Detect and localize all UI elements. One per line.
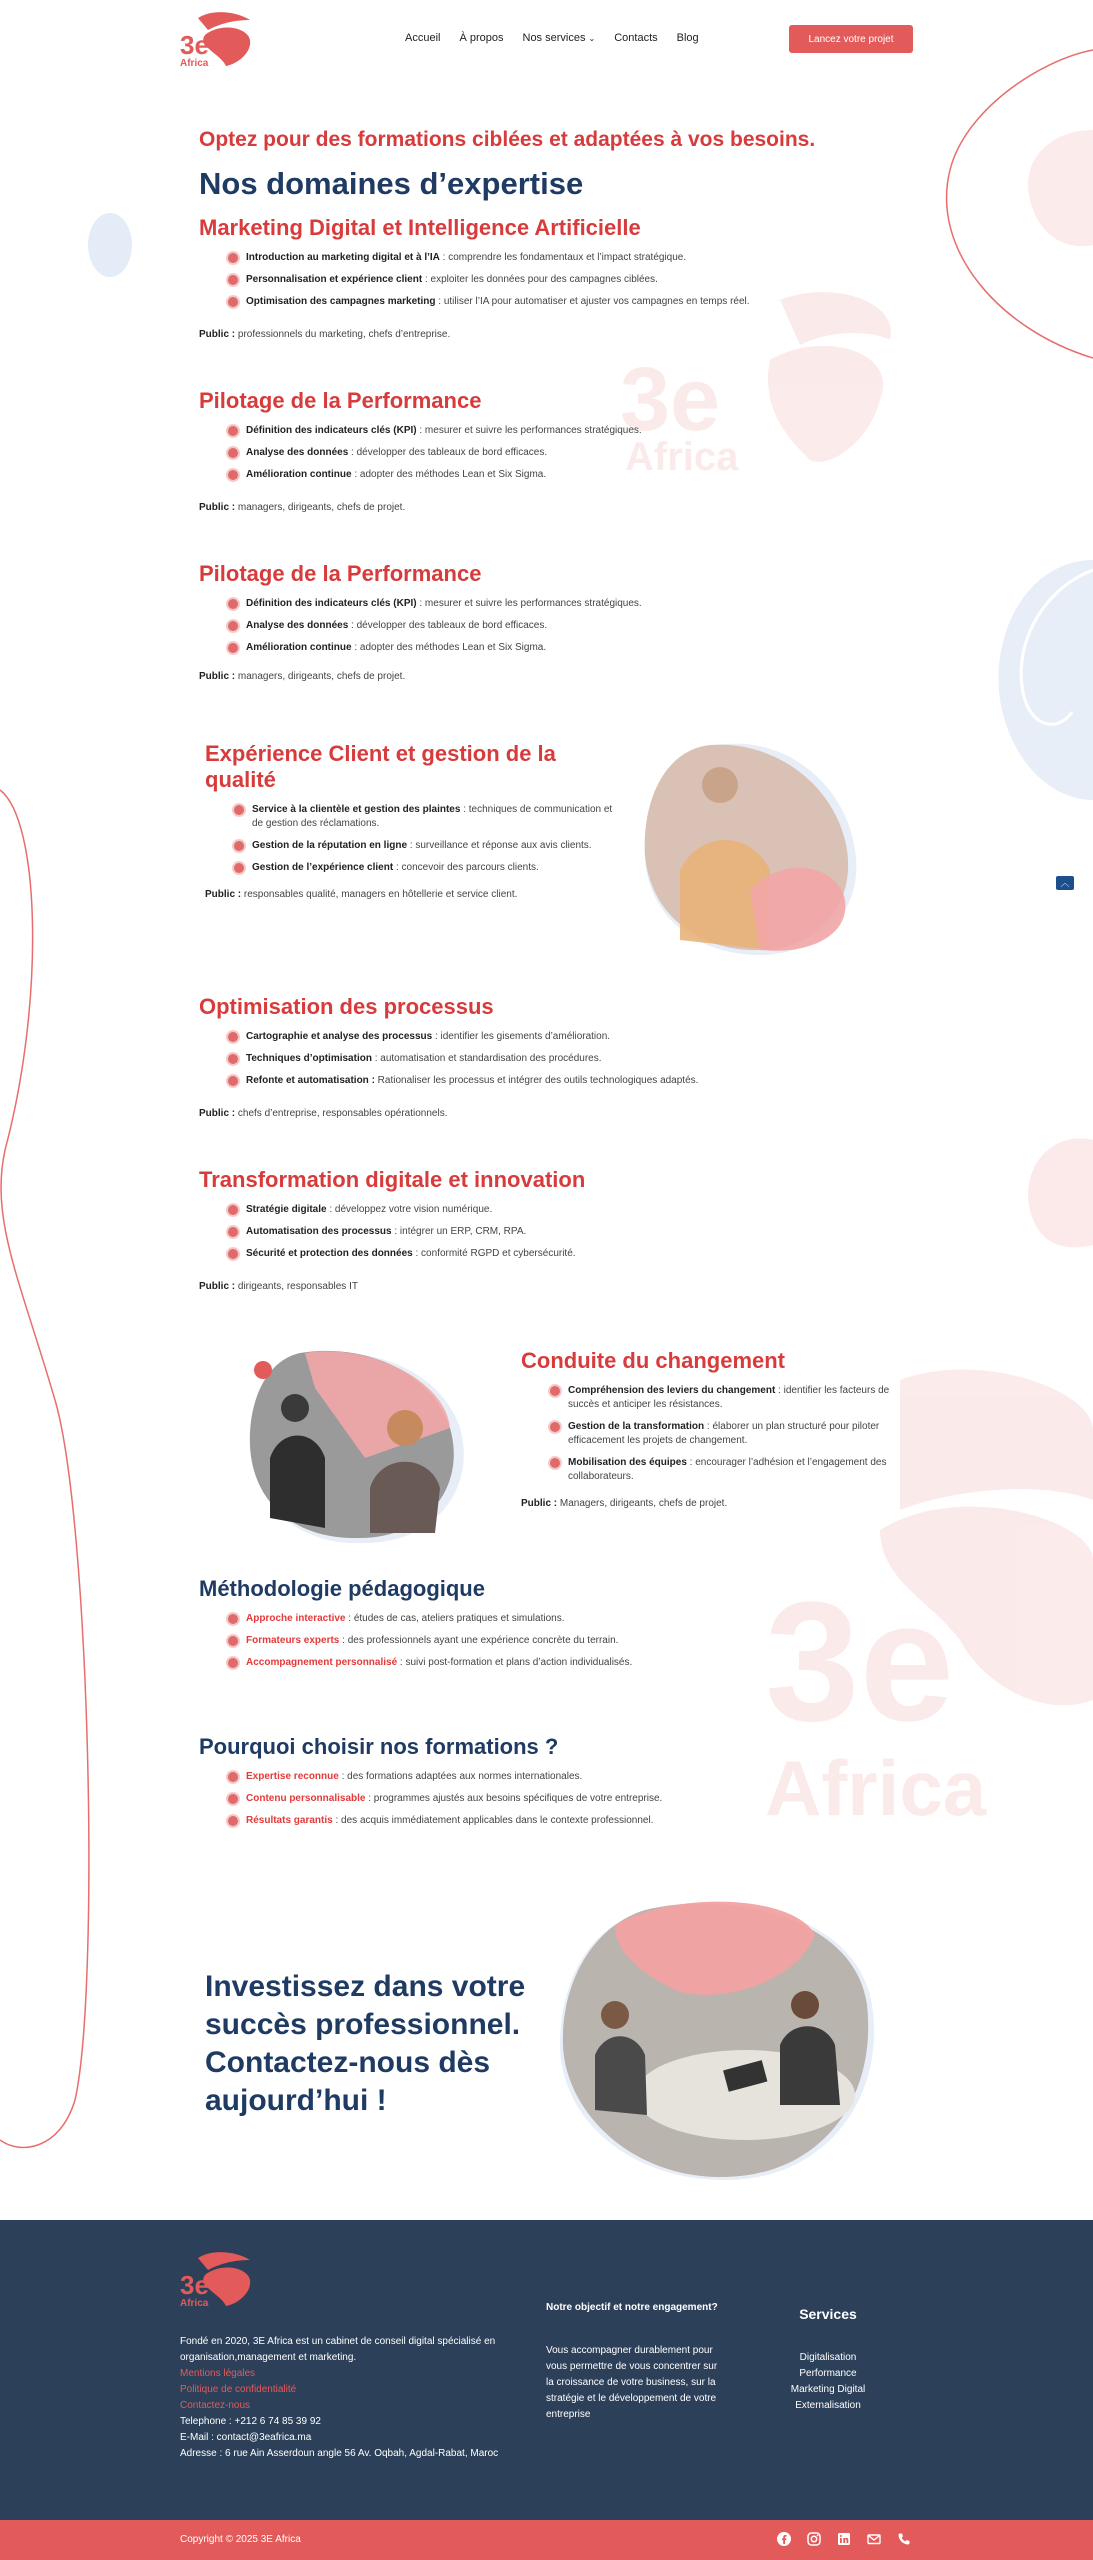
footer-service-marketing-digital[interactable]: Marketing Digital xyxy=(790,2384,866,2395)
section-title: Conduite du changement xyxy=(521,1348,785,1373)
bullet-term: Stratégie digitale xyxy=(246,1204,327,1215)
list-item xyxy=(228,1656,919,1670)
list-item xyxy=(550,1456,891,1484)
list-item xyxy=(228,446,919,460)
audience-value: dirigeants, responsables IT xyxy=(235,1281,358,1292)
bullet-desc: : développer des tableaux de bord efficaces. xyxy=(348,447,548,458)
instagram-icon[interactable] xyxy=(806,2531,822,2547)
bullet-list xyxy=(228,424,919,482)
footer-service-digitalisation[interactable]: Digitalisation xyxy=(799,2352,857,2363)
section-experience-client xyxy=(205,741,625,900)
email-icon[interactable] xyxy=(866,2531,882,2547)
section-pilotage-performance-2 xyxy=(199,561,919,682)
bullet-term: Gestion de la réputation en ligne xyxy=(252,840,408,851)
bullet-term: Service à la clientèle et gestion des plaintes xyxy=(252,804,461,815)
list-item xyxy=(550,1384,891,1412)
bullet-term: Contenu personnalisable xyxy=(246,1793,366,1804)
bullet-list xyxy=(228,1203,919,1261)
audience-text xyxy=(199,1281,919,1292)
bullet-desc: : concevoir des parcours clients. xyxy=(393,862,539,873)
bullet-list xyxy=(228,251,919,309)
bullet-desc: : mesurer et suivre les performances stratégiques. xyxy=(416,425,642,436)
bullet-term: Gestion de la transformation xyxy=(568,1421,705,1432)
svg-text:3e: 3e xyxy=(620,350,721,450)
footer-phone: Telephone : +212 6 74 85 39 92 xyxy=(180,2416,321,2427)
invest-cta-text: Investissez dans votre succès professionnel. Contactez-nous dès aujourd’hui ! xyxy=(205,1970,526,2117)
list-item xyxy=(234,839,625,853)
list-item xyxy=(228,1247,919,1261)
list-item xyxy=(228,1074,919,1088)
bullet-desc: : développer des tableaux de bord efficaces. xyxy=(348,620,548,631)
section-title: Transformation digitale et innovation xyxy=(199,1167,586,1192)
audience-label: Public : xyxy=(199,502,236,513)
bullet-list xyxy=(228,597,919,655)
audience-text xyxy=(205,889,625,900)
bullet-desc: : adopter des méthodes Lean et Six Sigma. xyxy=(351,642,547,653)
audience-value: managers, dirigeants, chefs de projet. xyxy=(235,502,406,513)
bullet-desc: : des acquis immédiatement applicables dans le contexte professionnel. xyxy=(332,1815,654,1826)
bullet-term: Amélioration continue xyxy=(246,469,352,480)
footer-services-list xyxy=(770,2350,886,2414)
bullet-term: Refonte et automatisation : xyxy=(246,1075,375,1086)
photo-customer-service xyxy=(640,740,870,965)
logo-africa-text: Africa xyxy=(180,58,209,69)
bullet-term: Personnalisation et expérience client xyxy=(246,274,423,285)
footer-about-text: Fondé en 2020, 3E Africa est un cabinet de conseil digital spécialisé en organisation,management et marketing. xyxy=(180,2336,496,2363)
svg-text:Africa: Africa xyxy=(625,435,739,479)
bullet-desc: : conformité RGPD et cybersécurité. xyxy=(412,1248,576,1259)
nav-a-propos[interactable]: À propos xyxy=(459,32,504,44)
section-title: Pilotage de la Performance xyxy=(199,388,482,413)
photo-change-management xyxy=(245,1348,470,1548)
bullet-term: Techniques d’optimisation xyxy=(246,1053,372,1064)
list-item xyxy=(234,861,625,875)
footer-services-title: Services xyxy=(799,2306,857,2322)
list-item xyxy=(228,1814,919,1828)
audience-value: Managers, dirigeants, chefs de projet. xyxy=(557,1498,728,1509)
link-mentions-legales[interactable]: Mentions légales xyxy=(180,2368,256,2379)
list-item xyxy=(550,1420,891,1448)
bullet-desc: : des professionnels ayant une expérience concrète du terrain. xyxy=(339,1635,619,1646)
bullet-desc: : identifier les facteurs de succès et anticiper les résistances. xyxy=(568,1385,890,1410)
bullet-desc: : études de cas, ateliers pratiques et simulations. xyxy=(345,1613,565,1624)
bullet-term: Cartographie et analyse des processus xyxy=(246,1031,433,1042)
list-item xyxy=(228,1792,919,1806)
chevron-down-icon: ⌄ xyxy=(588,34,596,43)
bullet-desc: : identifier les gisements d’amélioration. xyxy=(432,1031,611,1042)
bullet-term: Définition des indicateurs clés (KPI) xyxy=(246,425,417,436)
bullet-desc: : utiliser l’IA pour automatiser et ajuster vos campagnes en temps réel. xyxy=(435,296,750,307)
audience-text xyxy=(521,1498,891,1509)
bullet-desc: : intégrer un ERP, CRM, RPA. xyxy=(391,1226,527,1237)
list-item xyxy=(228,273,919,287)
bullet-term: Sécurité et protection des données xyxy=(246,1248,413,1259)
bullet-desc: : encourager l’adhésion et l’engagement des collaborateurs. xyxy=(568,1457,887,1482)
audience-text xyxy=(199,1108,919,1119)
link-politique-confidentialite[interactable]: Politique de confidentialité xyxy=(180,2384,297,2395)
bullet-desc: : surveillance et réponse aux avis clients. xyxy=(407,840,592,851)
audience-value: professionnels du marketing, chefs d’entreprise. xyxy=(235,329,451,340)
audience-label: Public : xyxy=(205,889,242,900)
footer-service-performance[interactable]: Performance xyxy=(799,2368,857,2379)
back-to-top-button[interactable] xyxy=(1056,876,1074,890)
bullet-term: Définition des indicateurs clés (KPI) xyxy=(246,598,417,609)
footer-objective-title: Notre objectif et notre engagement? xyxy=(546,2302,718,2313)
bullet-desc: : élaborer un plan structuré pour piloter efficacement les projets de changement. xyxy=(568,1421,880,1446)
bullet-term: Automatisation des processus xyxy=(246,1226,392,1237)
list-item xyxy=(234,803,625,831)
bullet-term: Gestion de l’expérience client xyxy=(252,862,394,873)
section-pilotage-performance-1 xyxy=(199,388,919,513)
bullet-desc: : techniques de communication et de gestion des réclamations. xyxy=(252,804,613,829)
footer-email: E-Mail : contact@3eafrica.ma xyxy=(180,2432,312,2443)
section-optimisation-processus xyxy=(199,994,919,1119)
nav-nos-services-label: Nos services xyxy=(522,32,586,44)
footer-logo-3e-text: 3e xyxy=(180,2270,209,2300)
bullet-list xyxy=(228,1030,919,1088)
audience-label: Public : xyxy=(199,329,236,340)
section-title: Pourquoi choisir nos formations ? xyxy=(199,1734,559,1759)
bullet-term: Approche interactive xyxy=(246,1613,346,1624)
page-tagline: Optez pour des formations ciblées et adaptées à vos besoins. xyxy=(199,128,816,151)
audience-text xyxy=(199,671,919,682)
list-item xyxy=(228,641,919,655)
bullet-term: Compréhension des leviers du changement xyxy=(568,1385,776,1396)
linkedin-icon[interactable] xyxy=(836,2531,852,2547)
section-marketing-digital xyxy=(199,215,919,340)
bullet-desc: Rationaliser les processus et intégrer des outils technologiques adaptés. xyxy=(374,1075,699,1086)
bullet-term: Formateurs experts xyxy=(246,1635,340,1646)
launch-project-button[interactable]: Lancez votre projet xyxy=(789,25,913,53)
list-item xyxy=(228,1052,919,1066)
nav-contacts[interactable]: Contacts xyxy=(614,32,658,44)
social-links xyxy=(776,2531,912,2547)
bullet-desc: : exploiter les données pour des campagnes ciblées. xyxy=(422,274,658,285)
svg-text:Africa: Africa xyxy=(765,1744,987,1832)
link-contactez-nous[interactable]: Contactez-nous xyxy=(180,2400,251,2411)
audience-label: Public : xyxy=(199,671,236,682)
bullet-desc: : programmes ajustés aux besoins spécifiques de votre entreprise. xyxy=(365,1793,663,1804)
section-title: Pilotage de la Performance xyxy=(199,561,482,586)
list-item xyxy=(228,1612,919,1626)
bullet-list xyxy=(228,1612,919,1670)
footer-logo[interactable] xyxy=(178,2248,258,2310)
footer-logo-africa-text: Africa xyxy=(180,2298,209,2309)
section-title: Optimisation des processus xyxy=(199,994,494,1019)
bullet-list xyxy=(228,1770,919,1828)
bullet-desc: : développez votre vision numérique. xyxy=(326,1204,493,1215)
audience-value: responsables qualité, managers en hôtellerie et service client. xyxy=(241,889,518,900)
svg-text:3e: 3e xyxy=(765,1567,955,1757)
footer-about xyxy=(180,2334,510,2462)
bullet-term: Amélioration continue xyxy=(246,642,352,653)
bullet-list xyxy=(234,803,625,875)
logo-3e-text: 3e xyxy=(180,30,209,60)
audience-text xyxy=(199,329,919,340)
section-transformation-digitale xyxy=(199,1167,919,1292)
phone-icon[interactable] xyxy=(896,2531,912,2547)
audience-value: managers, dirigeants, chefs de projet. xyxy=(235,671,406,682)
audience-label: Public : xyxy=(199,1108,236,1119)
copyright-text: Copyright © 2025 3E Africa xyxy=(180,2534,301,2545)
list-item xyxy=(228,424,919,438)
list-item xyxy=(228,1770,919,1784)
nav-blog[interactable]: Blog xyxy=(676,32,699,44)
footer-objective-text: Vous accompagner durablement pour vous permettre de vous concentrer sur la croissance de votre business, sur la stratégie et le développement de votre entreprise xyxy=(546,2345,718,2420)
nav-accueil[interactable]: Accueil xyxy=(405,32,441,44)
list-item xyxy=(228,597,919,611)
page-title: Nos domaines d’expertise xyxy=(199,166,584,201)
list-item xyxy=(228,619,919,633)
list-item xyxy=(228,468,919,482)
facebook-icon[interactable] xyxy=(776,2531,792,2547)
bullet-term: Optimisation des campagnes marketing xyxy=(246,296,436,307)
bullet-term: Expertise reconnue xyxy=(246,1771,339,1782)
list-item xyxy=(228,1203,919,1217)
audience-text xyxy=(199,502,919,513)
list-item xyxy=(228,1030,919,1044)
bullet-desc: : des formations adaptées aux normes internationales. xyxy=(338,1771,583,1782)
footer-address: Adresse : 6 rue Ain Asserdoun angle 56 Av. Oqbah, Agdal-Rabat, Maroc xyxy=(180,2448,499,2459)
bullet-term: Analyse des données xyxy=(246,620,349,631)
bullet-term: Résultats garantis xyxy=(246,1815,333,1826)
list-item xyxy=(228,295,919,309)
bullet-desc: : automatisation et standardisation des procédures. xyxy=(371,1053,602,1064)
site-footer xyxy=(0,2220,1093,2520)
section-title: Marketing Digital et Intelligence Artificielle xyxy=(199,215,641,240)
audience-label: Public : xyxy=(521,1498,558,1509)
bullet-desc: : suivi post-formation et plans d’action individualisés. xyxy=(397,1657,633,1668)
bullet-term: Mobilisation des équipes xyxy=(568,1457,687,1468)
copyright-bar xyxy=(0,2520,1093,2560)
section-methodologie xyxy=(199,1576,919,1678)
chevron-up-icon: ︿ xyxy=(1060,878,1070,888)
bullet-list xyxy=(550,1384,891,1484)
audience-label: Public : xyxy=(199,1281,236,1292)
bullet-desc: : comprendre les fondamentaux et l’impact stratégique. xyxy=(439,252,687,263)
bullet-desc: : adopter des méthodes Lean et Six Sigma. xyxy=(351,469,547,480)
list-item xyxy=(228,1634,919,1648)
footer-service-externalisation[interactable]: Externalisation xyxy=(795,2400,861,2411)
section-pourquoi-choisir xyxy=(199,1734,919,1836)
photo-business-handshake xyxy=(555,1895,875,2185)
list-item xyxy=(228,251,919,265)
section-title: Expérience Client et gestion de la qualité xyxy=(205,741,556,792)
bullet-desc: : mesurer et suivre les performances stratégiques. xyxy=(416,598,642,609)
section-conduite-changement xyxy=(521,1348,891,1509)
bullet-term: Accompagnement personnalisé xyxy=(246,1657,398,1668)
list-item xyxy=(228,1225,919,1239)
bullet-term: Analyse des données xyxy=(246,447,349,458)
bullet-term: Introduction au marketing digital et à l’IA xyxy=(246,252,440,263)
audience-value: chefs d’entreprise, responsables opérationnels. xyxy=(235,1108,448,1119)
section-title: Méthodologie pédagogique xyxy=(199,1576,485,1601)
